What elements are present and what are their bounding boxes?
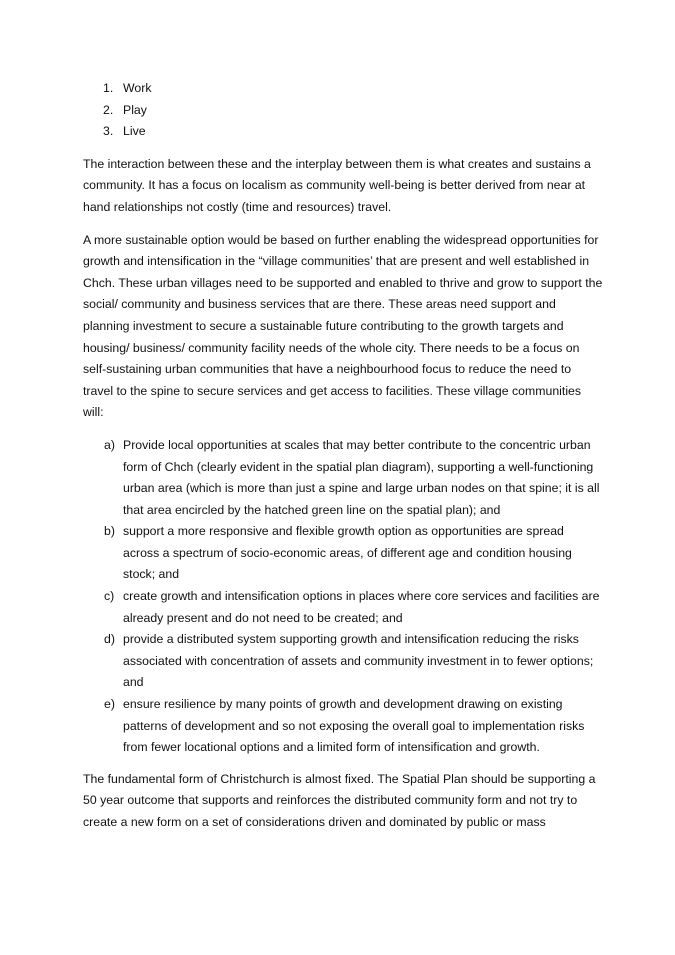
- list-item-text: Live: [123, 124, 146, 139]
- list-item: [83, 435, 603, 521]
- list-marker: c): [104, 589, 115, 604]
- paragraph-interaction: The interaction between these and the interplay between them is what creates and sustains a community. It has a focus on localism as community well-being is better derived from near at hand relationships not costly (time and resources) travel.: [83, 156, 591, 214]
- list-item: [83, 694, 603, 759]
- list-marker: b): [104, 524, 115, 539]
- list-marker: d): [104, 632, 115, 647]
- list-item: [83, 521, 603, 586]
- list-item: [83, 586, 603, 629]
- list-marker: 3.: [103, 124, 114, 139]
- list-item-text: Play: [123, 102, 147, 117]
- list-item-text: Provide local opportunities at scales that may better contribute to the concentric urban form of Chch (clearly evident in the spatial plan diagram), supporting a well-functioning urban area (which is more than just a spine and large urban nodes on that spine; it is all that area encircled by the hatched green line on the spatial plan); and: [123, 437, 600, 517]
- list-item: [83, 100, 603, 122]
- document-page: [83, 78, 603, 845]
- list-marker: 2.: [103, 102, 114, 117]
- list-item-text: support a more responsive and flexible growth option as opportunities are spread across a spectrum of socio-economic areas, of different age and condition housing stock; and: [123, 524, 572, 582]
- paragraph-sustainable-option: A more sustainable option would be based on further enabling the widespread opportunities for growth and intensification in the “village communities’ that are present and well established in Chch. These urban villages need to be supported and enabled to thrive and grow to support the social/ community and business services that are there. These areas need support and planning investment to secure a sustainable future contributing to the growth targets and housing/ business/ community facility needs of the whole city. There needs to be a focus on self-sustaining urban communities that have a neighbourhood focus to reduce the need to travel to the spine to secure services and get access to facilities. These village communities will:: [83, 232, 603, 420]
- paragraph-fundamental-form: The fundamental form of Christchurch is almost fixed. The Spatial Plan should be supporting a 50 year outcome that supports and reinforces the distributed community form and not try to create a new form on a set of considerations driven and dominated by public or mass: [83, 771, 596, 829]
- list-item-text: Work: [123, 81, 152, 95]
- numbered-list: [83, 78, 603, 143]
- list-item: [83, 121, 603, 143]
- lettered-list: [83, 435, 603, 759]
- list-marker: a): [104, 437, 115, 452]
- list-item-text: provide a distributed system supporting growth and intensification reducing the risks associated with concentration of assets and community investment in to fewer options; and: [123, 632, 594, 690]
- list-item: [83, 78, 603, 100]
- list-item-text: create growth and intensification options in places where core services and facilities are already present and do not need to be created; and: [123, 589, 600, 625]
- list-marker: 1.: [103, 81, 114, 95]
- list-marker: e): [104, 697, 115, 712]
- list-item: [83, 629, 603, 694]
- list-item-text: ensure resilience by many points of growth and development drawing on existing patterns of development and so not exposing the overall goal to implementation risks from fewer locational options and a limited form of intensification and growth.: [123, 697, 585, 755]
